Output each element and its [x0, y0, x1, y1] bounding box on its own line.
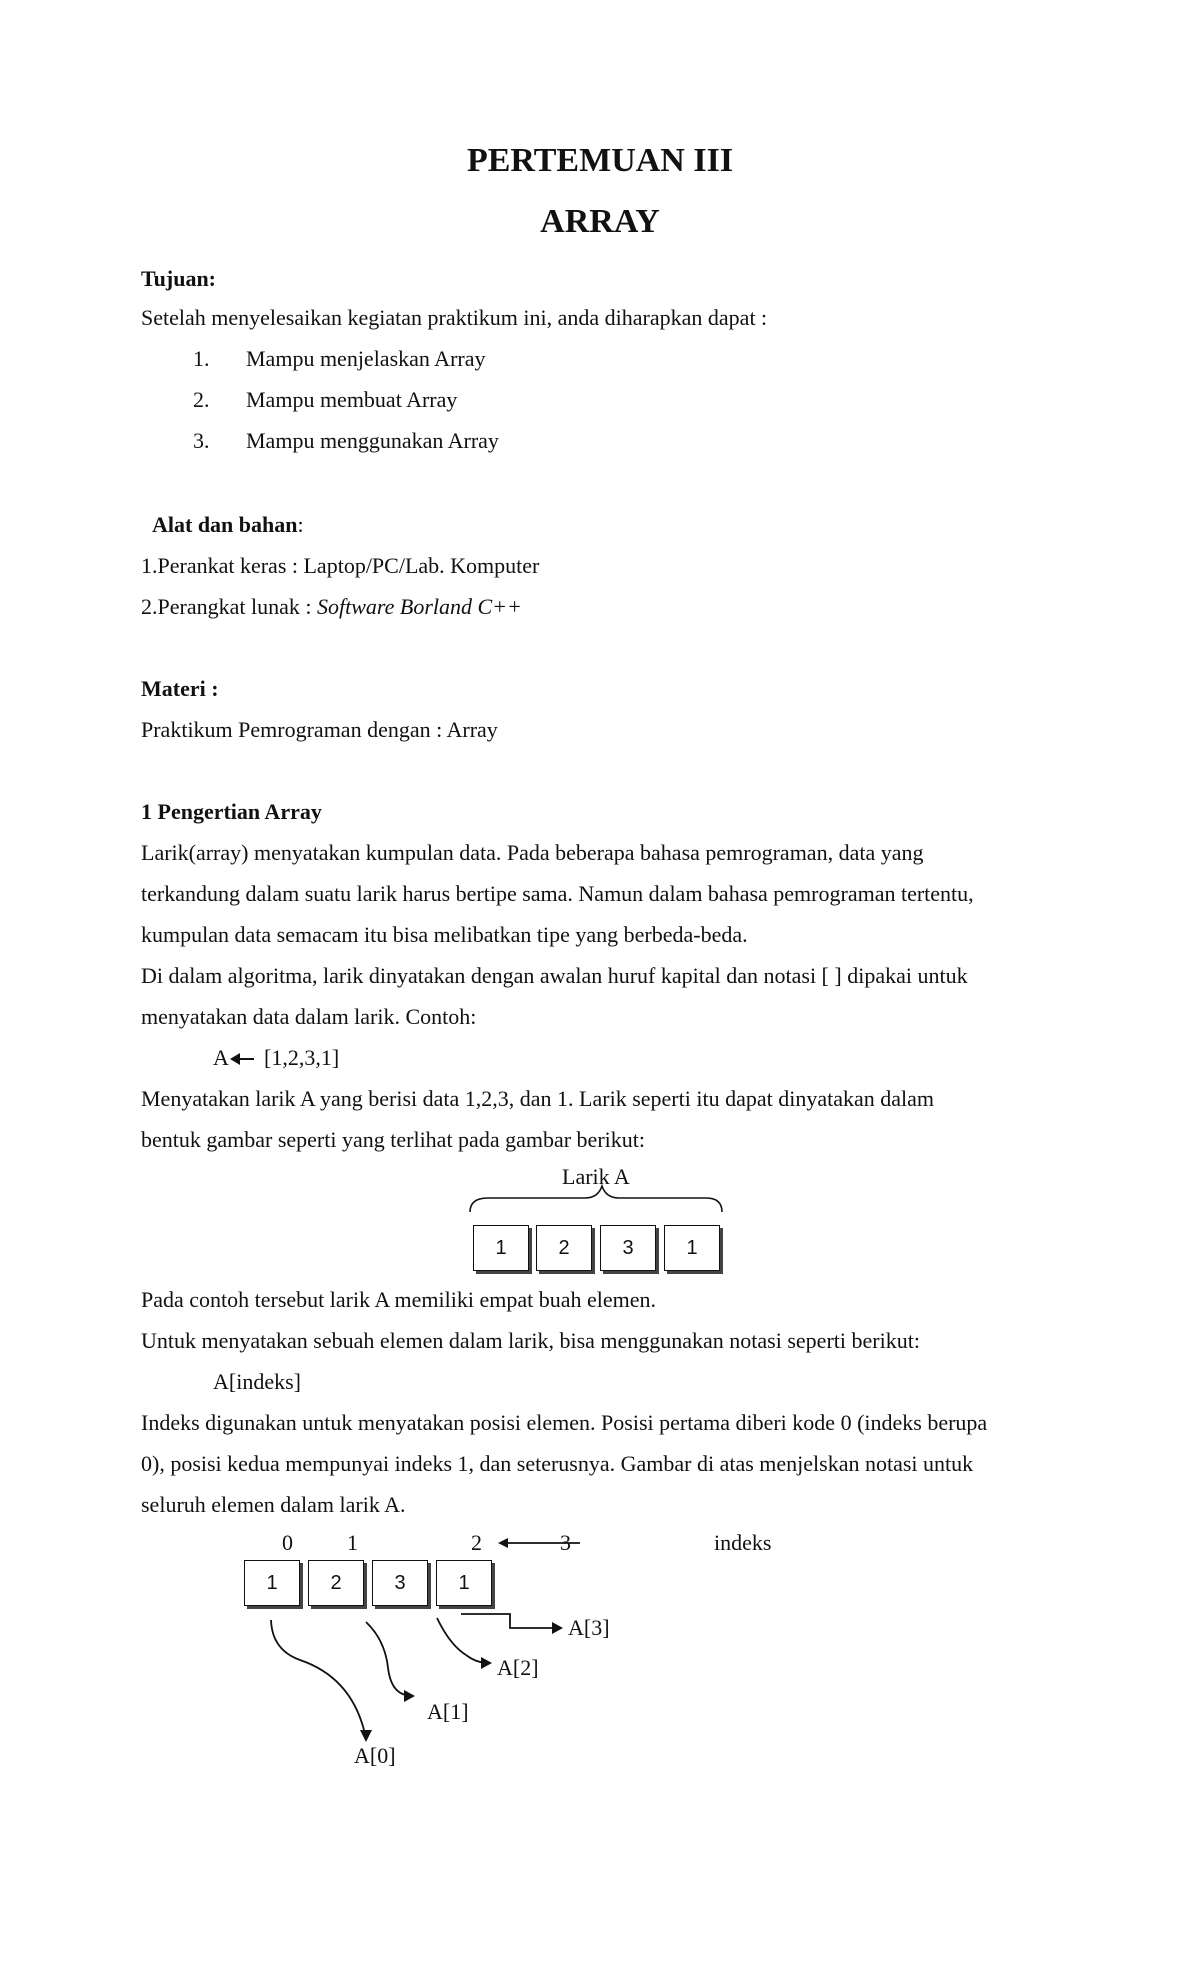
right-arrow-icon — [552, 1622, 563, 1634]
alat-heading: Alat dan bahan — [152, 512, 298, 537]
array-cell: 1 — [244, 1560, 300, 1606]
tujuan-heading: Tujuan: — [141, 266, 217, 291]
array-cell: 1 — [436, 1560, 492, 1606]
array-cell: 2 — [308, 1560, 364, 1606]
indeks-label: indeks — [714, 1530, 772, 1555]
paragraph-line: Untuk menyatakan sebuah elemen dalam larik, bisa menggunakan notasi seperti berikut: — [141, 1328, 920, 1353]
paragraph-line: menyatakan data dalam larik. Contoh: — [141, 1004, 477, 1029]
alat-line-2 — [141, 594, 522, 620]
index-label: 0 — [282, 1530, 293, 1555]
alat-line-1: 1.Perankat keras : Laptop/PC/Lab. Komputer — [141, 553, 540, 578]
list-item: Mampu membuat Array — [246, 387, 458, 412]
tujuan-intro: Setelah menyelesaikan kegiatan praktikum ini, anda diharapkan dapat : — [141, 305, 768, 330]
down-arrow-icon — [360, 1730, 372, 1742]
paragraph-line: Pada contoh tersebut larik A memiliki empat buah elemen. — [141, 1287, 657, 1312]
array-cell: 3 — [372, 1560, 428, 1606]
alat-colon: : — [297, 512, 304, 537]
page-title: PERTEMUAN III — [466, 142, 734, 179]
left-arrow-icon — [230, 1053, 240, 1065]
right-arrow-icon — [404, 1690, 415, 1702]
list-item: Mampu menggunakan Array — [246, 428, 499, 453]
element-ref: A[1] — [427, 1699, 469, 1724]
notation: A[indeks] — [213, 1369, 301, 1394]
materi-heading: Materi : — [141, 676, 219, 701]
left-arrow-icon — [498, 1538, 508, 1548]
alat-heading-line — [152, 512, 304, 538]
materi-text: Praktikum Pemrograman dengan : Array — [141, 717, 498, 742]
example-rhs: [1,2,3,1] — [264, 1045, 340, 1070]
paragraph-line: kumpulan data semacam itu bisa melibatkan tipe yang berbeda-beda. — [141, 922, 748, 947]
array-cell: 1 — [664, 1225, 720, 1271]
right-arrow-icon — [481, 1657, 492, 1669]
list-number: 1. — [193, 346, 210, 371]
example-lhs: A — [213, 1045, 229, 1070]
element-ref: A[0] — [354, 1743, 396, 1768]
array-cell: 3 — [600, 1225, 656, 1271]
paragraph-line: 0), posisi kedua mempunyai indeks 1, dan seterusnya. Gambar di atas menjelskan notasi untuk — [141, 1451, 974, 1476]
index-label: 2 — [471, 1530, 482, 1555]
paragraph-line: Menyatakan larik A yang berisi data 1,2,3, dan 1. Larik seperti itu dapat dinyatakan dalam — [141, 1086, 934, 1111]
paragraph-line: Larik(array) menyatakan kumpulan data. Pada beberapa bahasa pemrograman, data yang — [141, 840, 924, 865]
alat-line-2-prefix: 2.Perangkat lunak : — [141, 594, 317, 619]
index-label: 1 — [347, 1530, 358, 1555]
index-label: 3 — [560, 1530, 571, 1555]
element-ref: A[2] — [497, 1655, 539, 1680]
section-heading: 1 Pengertian Array — [141, 799, 322, 824]
element-ref: A[3] — [568, 1615, 610, 1640]
page-subtitle: ARRAY — [540, 203, 660, 240]
paragraph-line: Di dalam algoritma, larik dinyatakan dengan awalan huruf kapital dan notasi [ ] dipakai untuk — [141, 963, 968, 988]
figure1-label: Larik A — [562, 1164, 630, 1189]
array-cell: 1 — [473, 1225, 529, 1271]
paragraph-line: seluruh elemen dalam larik A. — [141, 1492, 406, 1517]
list-number: 3. — [193, 428, 210, 453]
list-item: Mampu menjelaskan Array — [246, 346, 486, 371]
list-number: 2. — [193, 387, 210, 412]
paragraph-line: Indeks digunakan untuk menyatakan posisi elemen. Posisi pertama diberi kode 0 (indeks berupa — [141, 1410, 988, 1435]
array-cell: 2 — [536, 1225, 592, 1271]
alat-software: Software Borland C++ — [316, 594, 522, 619]
paragraph-line: terkandung dalam suatu larik harus bertipe sama. Namun dalam bahasa pemrograman tertentu, — [141, 881, 974, 906]
paragraph-line: bentuk gambar seperti yang terlihat pada gambar berikut: — [141, 1127, 645, 1152]
